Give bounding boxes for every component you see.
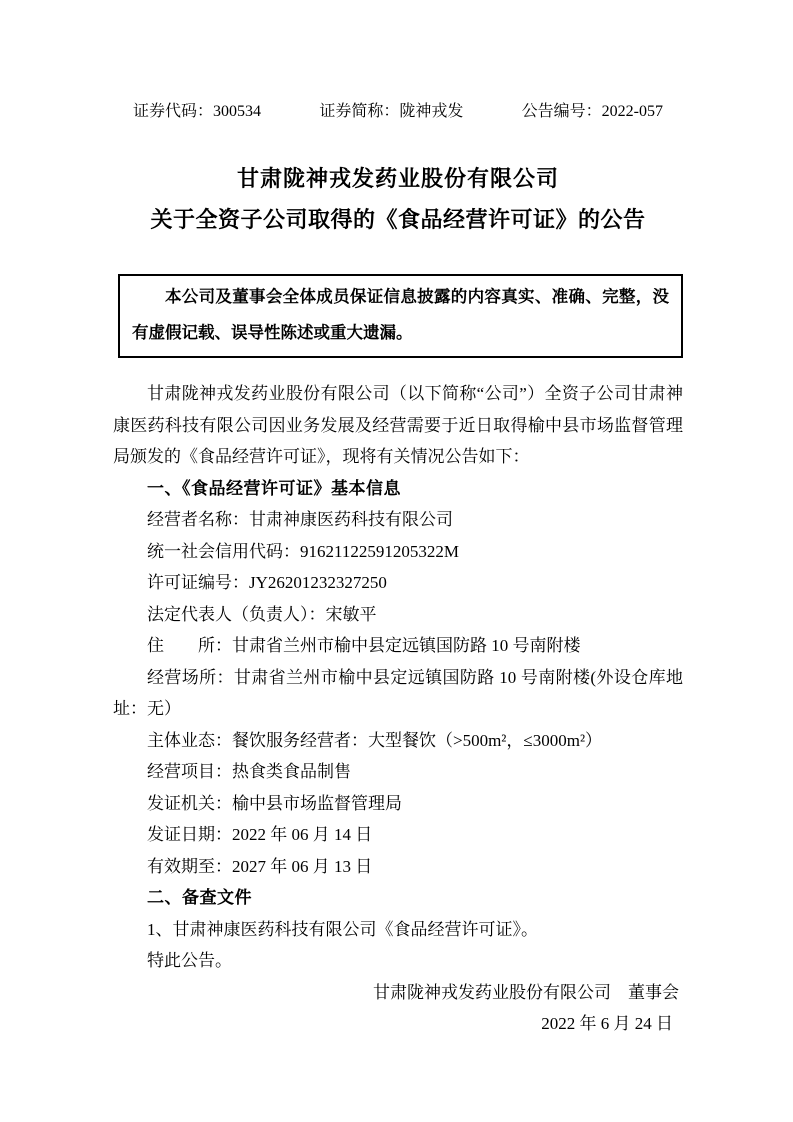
disclaimer-box <box>118 274 683 358</box>
section-1-heading: 一、《食品经营许可证》基本信息 <box>147 478 401 498</box>
signature-line: 甘肃陇神戎发药业股份有限公司 董事会 <box>373 982 679 1002</box>
license-credit-code: 统一社会信用代码：91621122591205322M <box>147 541 459 561</box>
disclaimer-text: 本公司及董事会全体成员保证信息披露的内容真实、准确、完整，没有虚假记载、误导性陈述或重大遗漏。 <box>132 288 669 342</box>
signature-date: 2022 年 6 月 24 日 <box>541 1014 673 1033</box>
license-operator-name: 经营者名称：甘肃神康医药科技有限公司 <box>147 510 453 529</box>
announcement-title: 关于全资子公司取得的《食品经营许可证》的公告 <box>150 207 646 232</box>
license-issuing-authority: 发证机关：榆中县市场监督管理局 <box>147 793 402 813</box>
stock-code: 证券代码：300534 <box>133 103 262 120</box>
document-header <box>113 101 683 122</box>
closing-statement: 特此公告。 <box>147 951 232 970</box>
license-business-scope: 经营项目：热食类食品制售 <box>147 762 351 781</box>
reference-document-item: 1、甘肃神康医药科技有限公司《食品经营许可证》。 <box>147 919 538 939</box>
document-body <box>113 378 683 1040</box>
license-business-type: 主体业态：餐饮服务经营者：大型餐饮（>500m²，≤3000m²） <box>147 730 603 750</box>
license-valid-until: 有效期至：2027 年 06 月 13 日 <box>147 856 373 876</box>
license-residence: 住 所：甘肃省兰州市榆中县定远镇国防路 10 号南附楼 <box>147 636 581 655</box>
section-2-heading: 二、备查文件 <box>147 888 252 907</box>
license-business-premises: 经营场所：甘肃省兰州市榆中县定远镇国防路 10 号南附楼(外设仓库地址：无） <box>113 667 683 718</box>
license-issue-date: 发证日期：2022 年 06 月 14 日 <box>147 825 373 844</box>
license-number: 许可证编号：JY26201232327250 <box>147 573 387 592</box>
intro-paragraph: 甘肃陇神戎发药业股份有限公司（以下简称“公司”）全资子公司甘肃神康医药科技有限公司因业务发展及经营需要于近日取得榆中县市场监督管理局颁发的《食品经营许可证》，现将有关情况公告如下： <box>113 384 683 466</box>
license-legal-representative: 法定代表人（负责人）：宋敏平 <box>147 604 377 624</box>
company-name-title: 甘肃陇神戎发药业股份有限公司 <box>236 166 559 191</box>
announcement-number: 公告编号：2022-057 <box>521 103 663 120</box>
stock-short-name: 证券简称：陇神戎发 <box>319 103 464 120</box>
